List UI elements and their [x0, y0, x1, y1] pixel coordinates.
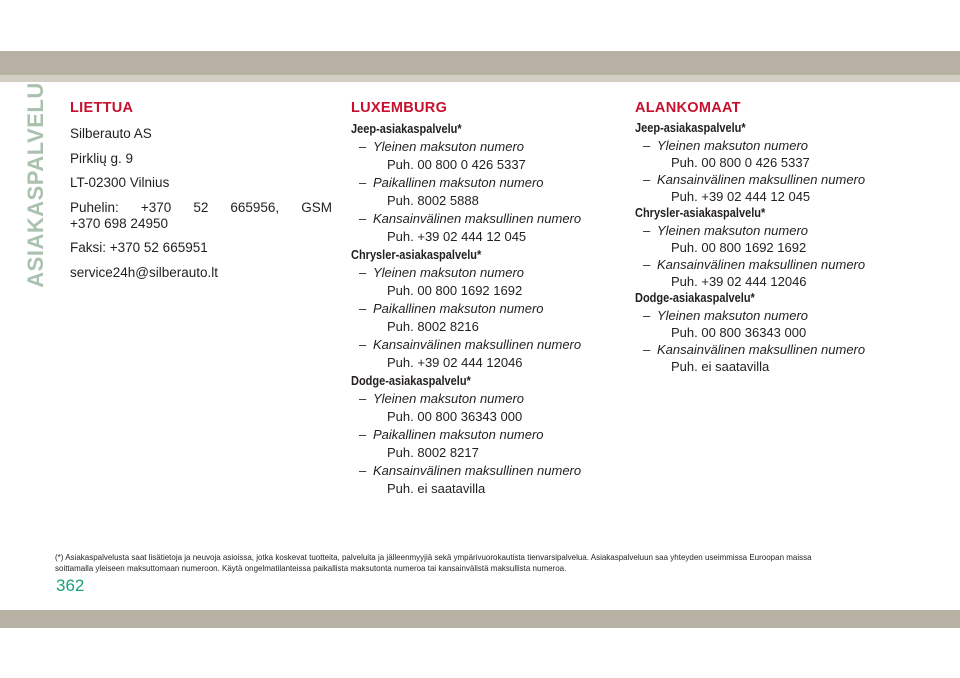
city-postcode: LT-02300 Vilnius: [70, 175, 170, 190]
phone-number: Puh. 00 800 1692 1692: [671, 240, 807, 255]
number-type: – Paikallinen maksuton numero: [351, 300, 581, 318]
phone-number: Puh. 8002 8216: [387, 319, 479, 334]
fax-number: Faksi: +370 52 665951: [70, 240, 208, 255]
number-type: – Kansainvälinen maksullinen numero: [635, 171, 865, 188]
phone-number: Puh. +39 02 444 12 045: [387, 229, 527, 244]
number-type: – Paikallinen maksuton numero: [351, 174, 581, 192]
heading-liettua: LIETTUA: [70, 100, 134, 116]
phone-number: Puh. 00 800 0 426 5337: [387, 157, 526, 172]
brand-title: Dodge-asiakaspalvelu*: [351, 374, 471, 388]
brand-title: Chrysler-asiakaspalvelu*: [351, 248, 482, 262]
bottom-decorative-band: [0, 610, 960, 628]
phone-number: Puh. 00 800 0 426 5337: [671, 155, 810, 170]
phone-block: [70, 200, 332, 232]
phone-number: Puh. ei saatavilla: [387, 481, 486, 496]
number-type: – Kansainvälinen maksullinen numero: [635, 256, 865, 273]
alankomaat-service-list: [635, 120, 865, 375]
number-type: – Paikallinen maksuton numero: [351, 426, 581, 444]
heading-alankomaat: ALANKOMAAT: [635, 100, 741, 116]
brand-title: Jeep-asiakaspalvelu*: [351, 122, 462, 136]
brand-title: Chrysler-asiakaspalvelu*: [635, 206, 766, 220]
footnote: (*) Asiakaspalvelusta saat lisätietoja ja neuvoja asioissa, jotka koskevat tuotteita, palveluita ja jälleenmyyjiä sekä ympärivuorokautista tienvarsipalvelua. Asiakaspalveluun saa yhteyden useimmissa Euroopan maissa soittamalla yleiseen maksuttomaan numeroon. Käytä ongelmatilanteissa paikallista maksutonta numeroa tai kansainvälistä maksullista numeroa.: [55, 552, 812, 573]
email-address: service24h@silberauto.lt: [70, 264, 219, 280]
brand-title: Dodge-asiakaspalvelu*: [635, 291, 755, 305]
number-type: – Yleinen maksuton numero: [635, 307, 865, 324]
number-type: – Kansainvälinen maksullinen numero: [351, 210, 581, 228]
number-type: – Yleinen maksuton numero: [635, 222, 865, 239]
phone-number: Puh. +39 02 444 12046: [387, 355, 523, 370]
number-type: – Yleinen maksuton numero: [351, 264, 581, 282]
side-section-label: [23, 82, 48, 288]
number-type: – Kansainvälinen maksullinen numero: [351, 336, 581, 354]
page-number: 362: [56, 576, 85, 595]
phone-number: Puh. 8002 8217: [387, 445, 479, 460]
phone-number: Puh. ei saatavilla: [671, 359, 770, 374]
number-type: – Kansainvälinen maksullinen numero: [351, 462, 581, 480]
side-section-label-text: ASIAKASPALVELU: [23, 82, 48, 288]
phone-number: Puh. +39 02 444 12046: [671, 274, 807, 289]
phone-line-1: Puhelin: +370 52 665956, GSM: [70, 199, 332, 215]
phone-number: Puh. 8002 5888: [387, 193, 479, 208]
phone-number: Puh. +39 02 444 12 045: [671, 189, 811, 204]
luxemburg-service-list: [351, 120, 581, 498]
number-type: – Kansainvälinen maksullinen numero: [635, 341, 865, 358]
number-type: – Yleinen maksuton numero: [351, 390, 581, 408]
phone-number: Puh. 00 800 1692 1692: [387, 283, 523, 298]
phone-line-2: +370 698 24950: [70, 215, 168, 231]
phone-number: Puh. 00 800 36343 000: [387, 409, 523, 424]
top-decorative-band: [0, 51, 960, 75]
brand-title: Jeep-asiakaspalvelu*: [635, 121, 746, 135]
number-type: – Yleinen maksuton numero: [635, 137, 865, 154]
heading-luxemburg: LUXEMBURG: [351, 100, 448, 116]
company-name: Silberauto AS: [70, 126, 152, 141]
street-address: Pirklių g. 9: [70, 150, 134, 166]
number-type: – Yleinen maksuton numero: [351, 138, 581, 156]
liettua-address-block: [70, 126, 332, 289]
phone-number: Puh. 00 800 36343 000: [671, 325, 807, 340]
